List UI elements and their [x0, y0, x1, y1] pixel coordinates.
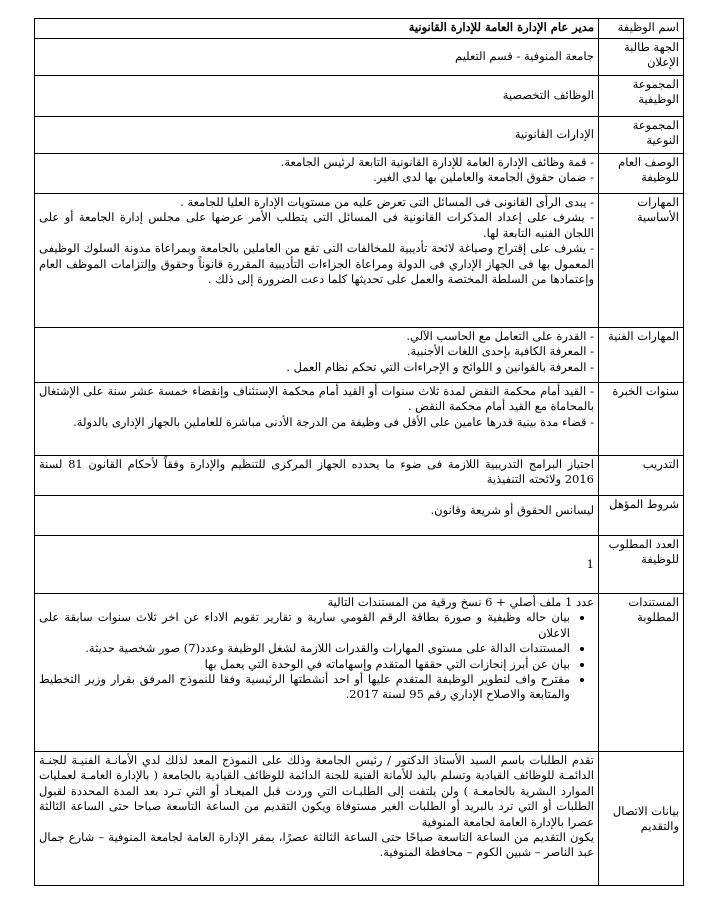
label-qualification: شروط المؤهل: [599, 496, 684, 536]
row-qualification: [35, 496, 684, 536]
general-description-item: - قمة وظائف الإدارة العامة للإدارة القانونية التابعة لرئيس الجامعة.: [39, 155, 594, 170]
technical-skill-item: - المعرفة الكافية بإحدى اللغات الأجنبية.: [39, 344, 594, 359]
document-item: • بيان عن أبرز إنجازات التي حققها المتقدم وإسهاماته في الوحدة التي يعمل بها: [39, 657, 570, 672]
basic-skill-item: - يبدى الرأى القانونى فى المسائل التى تعرض عليه من مستويات الإدارة العليا للجامعة .: [39, 195, 594, 210]
row-required-count: [35, 536, 684, 594]
documents-intro: عدد 1 ملف أصلي + 6 نسخ ورقية من المستندات التالية: [327, 595, 594, 609]
contact-paragraph-2: يكون التقديم من الساعة التاسعة صباحًا حتى الساعة الثالثة عصرًا، بمقر الإدارة العامة لجامعة المنوفية – شارع جمال عبد الناصر – شبين الكوم – محافظة المنوفية.: [39, 830, 594, 860]
general-description-list: [39, 155, 594, 186]
row-general-description: [35, 154, 684, 194]
row-required-documents: [35, 594, 684, 752]
technical-skill-item: - المعرفة بالقوانين و اللوائح و الإجراءات التي تحكم نظام العمل .: [39, 360, 594, 375]
row-announcing-body: [35, 39, 684, 76]
documents-list: [39, 610, 594, 702]
row-job-title: [35, 19, 684, 39]
experience-item: - القيد أمام محكمة النقض لمدة ثلاث سنوات أو القيد أمام محكمة الإستئناف وإنقضاء خمسة عشر سنة على الإشتغال بالمحاماة مع القيد أمام محكمة النقض .: [39, 384, 594, 415]
row-contact: [35, 752, 684, 886]
value-job-title: مدير عام الإدارة العامة للإدارة القانونية: [35, 19, 599, 39]
label-contact: بيانات الاتصال والتقديم: [599, 752, 684, 886]
announcing-body-text: جامعة المنوفية - قسم التعليم: [455, 49, 594, 64]
qualitative-group-text: الوظائف التخصصية: [502, 88, 594, 103]
value-announcing-body: [35, 39, 599, 76]
label-type-group: المجموعة النوعية: [599, 117, 684, 154]
row-type-group: [35, 117, 684, 154]
qualification-text: ليسانس الحقوق أو شريعة وقانون.: [430, 503, 594, 517]
row-qualitative-group: [35, 76, 684, 117]
contact-paragraph-1: تقدم الطلبات باسم السيد الأستاذ الدكتور / رئيس الجامعة وذلك على النموذج المعد لذلك لدي الأمانـة الفنيـة للجنـة الدائمـة للوظائف القيادية وتسلم باليد للأمانة الفنية للجنة الدائمة للوظائف القيادية بالجامعة ( بالإدارة العامـة لعمليات الموارد البشرية بالجامعـة ) ولن يلتفت إلى الطلبـات التي وردت قبل الميعـاد أو التي تـرد بعد المدة المحددة لقبول الطلبات أو التي ترد بالبريد أو الطلبات الغير مستوفاة ويكون التقديم من الساعة التاسعة صباحا حتى الساعة الثالثة عصرا بالإدارة العامة لجامعة المنوفية: [39, 753, 594, 829]
value-qualitative-group: [35, 76, 599, 117]
technical-skill-item: - القدرة على التعامل مع الحاسب الآلي.: [39, 329, 594, 344]
value-basic-skills: [35, 194, 599, 328]
document-item: • المستندات الدالة على مستوى المهارات والقدرات اللازمة لشغل الوظيفة وعدد(7) صور شخصية حديثة.: [39, 641, 570, 656]
value-required-count: [35, 536, 599, 594]
label-required-documents: المستندات المطلوبة: [599, 594, 684, 752]
document-item: • بيان حاله وظيفية و صورة بطاقة الرقم القومي سارية و تقارير تقويم الاداء عن اخر ثلاث سنوات سابقة على الاعلان: [39, 610, 570, 641]
job-announcement-sheet: [34, 18, 684, 886]
label-announcing-body: الجهة طالبة الإعلان: [599, 39, 684, 76]
value-general-description: [35, 154, 599, 194]
label-required-count: العدد المطلوب للوظيفة: [599, 536, 684, 594]
value-qualification: [35, 496, 599, 536]
technical-skills-list: [39, 329, 594, 375]
job-details-table: [34, 18, 684, 886]
type-group-text: الإدارات القانونية: [514, 127, 594, 142]
document-item: • مقترح واف لتطوير الوظيفة المتقدم عليها أو احد أنشطتها الرئيسية وفقا للنموذج المرفق بقرار وزير التخطيط والمتابعة والاصلاح الإداري رقم 95 لسنة 2017.: [39, 672, 570, 703]
value-experience-years: [35, 383, 599, 456]
label-basic-skills: المهارات الأساسية: [599, 194, 684, 328]
label-experience-years: سنوات الخبرة: [599, 383, 684, 456]
basic-skill-item: - يشرف على إعداد المذكرات القانونية فى المسائل التى يتطلب الأمر عرضها على مجلس إدارة الجامعة أو على اللجان الفنيه التابعة لها.: [39, 210, 594, 241]
row-basic-skills: [35, 194, 684, 328]
value-required-documents: [35, 594, 599, 752]
value-technical-skills: [35, 328, 599, 383]
label-qualitative-group: المجموعة الوظيفية: [599, 76, 684, 117]
basic-skills-list: [39, 195, 594, 287]
label-training: التدريب: [599, 456, 684, 496]
required-count-number: 1: [586, 556, 594, 571]
value-type-group: [35, 117, 599, 154]
experience-item: - قضاء مدة بينية قدرها عامين على الأقل فى وظيفة من الدرجة الأدنى مباشرة للعاملين بالجهاز الإدارى بالدولة.: [39, 415, 594, 430]
experience-list: [39, 384, 594, 430]
label-job-title: اسم الوظيفة: [599, 19, 684, 39]
value-training: اجتياز البرامج التدريبية اللازمة فى ضوء ما يحدده الجهاز المركزى للتنظيم والإدارة وفقاً لأحكام القانون 81 لسنة 2016 ولائحته التنفيذية: [35, 456, 599, 496]
row-technical-skills: [35, 328, 684, 383]
label-technical-skills: المهارات الفنية: [599, 328, 684, 383]
label-general-description: الوصف العام للوظيفة: [599, 154, 684, 194]
general-description-item: - ضمان حقوق الجامعة والعاملين بها لدى الغير.: [39, 170, 594, 185]
row-experience-years: [35, 383, 684, 456]
basic-skill-item: - يشرف على إقتراح وصياغة لائحة تأديبية للمخالفات التى تقع من العاملين بالجامعة وبمراعاة مدونة السلوك الوظيفى المعمول بها فى الجهاز الإداري فى الدولة ومراعاة الجزاءات التأديبية المقررة قانوناً وحقوق وإلتزامات الموظف العام وإعتمادها من السلطة المختصة والعمل على تحديثها كلما دعت الضرورة إلى ذلك .: [39, 241, 594, 287]
value-contact: [35, 752, 599, 886]
row-training: [35, 456, 684, 496]
